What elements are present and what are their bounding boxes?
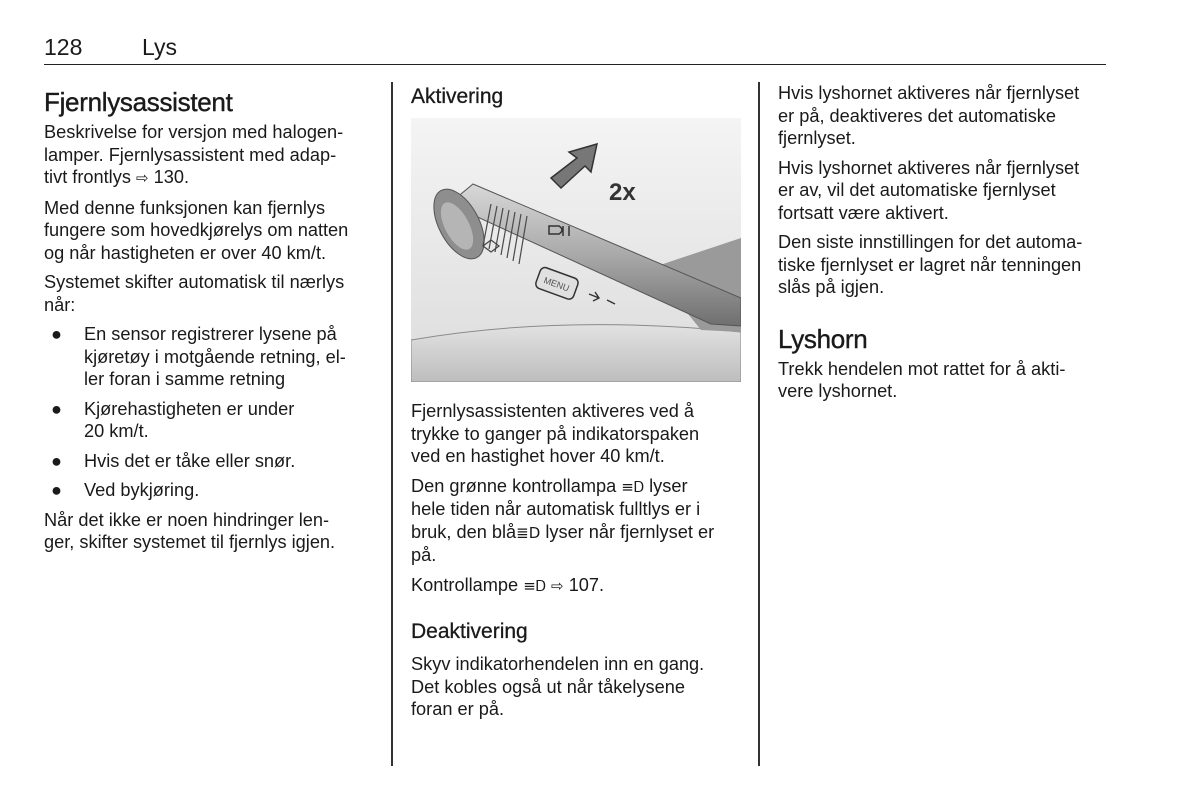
- high-beam-icon: ≣D: [516, 523, 541, 542]
- paragraph-flash-on: Hvis lyshornet aktiveres når fjernlyset er på, deaktiveres det automatiske fjernlyset.: [778, 83, 1080, 148]
- list-item: ● Ved bykjøring.: [51, 480, 200, 500]
- auto-beam-icon: ≡Ꭰ: [523, 576, 546, 595]
- page-header: [44, 34, 1106, 65]
- paragraph-deactivate: Skyv indikatorhendelen inn en gang. Det kobles også ut når tåkelysene foran er på.: [411, 654, 705, 719]
- column-3: [778, 82, 1108, 410]
- stalk-drawing: [411, 118, 741, 382]
- list-item: ● Kjørehastigheten er under 20 km/t.: [51, 398, 295, 441]
- bullet-icon: ●: [51, 450, 62, 471]
- column-1: [44, 82, 374, 561]
- section-title-headlight-flash: Lyshorn: [778, 323, 868, 354]
- press-count-label: 2x: [609, 179, 636, 206]
- bullet-icon: ●: [51, 398, 62, 419]
- paragraph-intro: Beskrivelse for versjon med halogen- lamper. Fjernlysassistent med adap- tivt frontlys ⇨ 130.: [44, 122, 344, 187]
- page-ref-link[interactable]: 130.: [153, 167, 190, 187]
- auto-beam-icon: ≡Ꭰ: [621, 477, 645, 496]
- paragraph-switch: Systemet skifter automatisk til nærlys når:: [44, 272, 345, 315]
- stalk-illustration: [411, 118, 741, 382]
- paragraph-indicator: Den grønne kontrollampa ≡Ꭰ lyser hele tiden når automatisk fulltlys er i bruk, den blå≣D lyser når fjernlyset er på.: [411, 475, 715, 565]
- condition-list: [44, 323, 374, 502]
- column-2: [411, 82, 745, 728]
- paragraph-function: Med denne funksjonen kan fjernlys fungere som hovedkjørelys om natten og når hastigheten er over 40 km/t.: [44, 197, 349, 263]
- paragraph-return: Når det ikke er noen hindringer len- ger, skifter systemet til fjernlys igjen.: [44, 509, 336, 552]
- heading-activation: Aktivering: [411, 85, 504, 108]
- column-divider-1: [391, 82, 393, 766]
- paragraph-flash-off: Hvis lyshornet aktiveres når fjernlyset er av, vil det automatiske fjernlyset fortsatt være aktivert.: [778, 157, 1080, 223]
- chapter-title: Lys: [142, 34, 177, 60]
- list-item: ● En sensor registrerer lysene på kjøretøy i motgående retning, el- ler foran i samme retning: [51, 324, 346, 389]
- page-ref-icon: ⇨: [135, 169, 149, 187]
- paragraph-control-lamp: Kontrollampe ≡Ꭰ ⇨ 107.: [411, 574, 605, 595]
- list-item: ● Hvis det er tåke eller snør.: [51, 450, 296, 471]
- bullet-icon: ●: [51, 324, 62, 344]
- paragraph-flash-howto: Trekk hendelen mot rattet for å akti- vere lyshornet.: [778, 358, 1066, 401]
- paragraph-activate: Fjernlysassistenten aktiveres ved å trykke to ganger på indikatorspaken ved en hastighet hover 40 km/t.: [411, 401, 700, 466]
- menu-button-label: MENU: [542, 275, 571, 294]
- section-title-high-beam-assist: Fjernlysassistent: [44, 87, 233, 117]
- page-ref-link[interactable]: 107.: [568, 574, 605, 595]
- column-divider-2: [758, 82, 760, 766]
- bullet-icon: ●: [51, 480, 62, 500]
- heading-deactivation: Deaktivering: [411, 620, 528, 643]
- paragraph-stored-setting: Den siste innstillingen for det automa- tiske fjernlyset er lagret når tenningen slås på igjen.: [778, 232, 1083, 297]
- page-number: 128: [44, 34, 83, 60]
- page-ref-icon: ⇨: [551, 576, 564, 595]
